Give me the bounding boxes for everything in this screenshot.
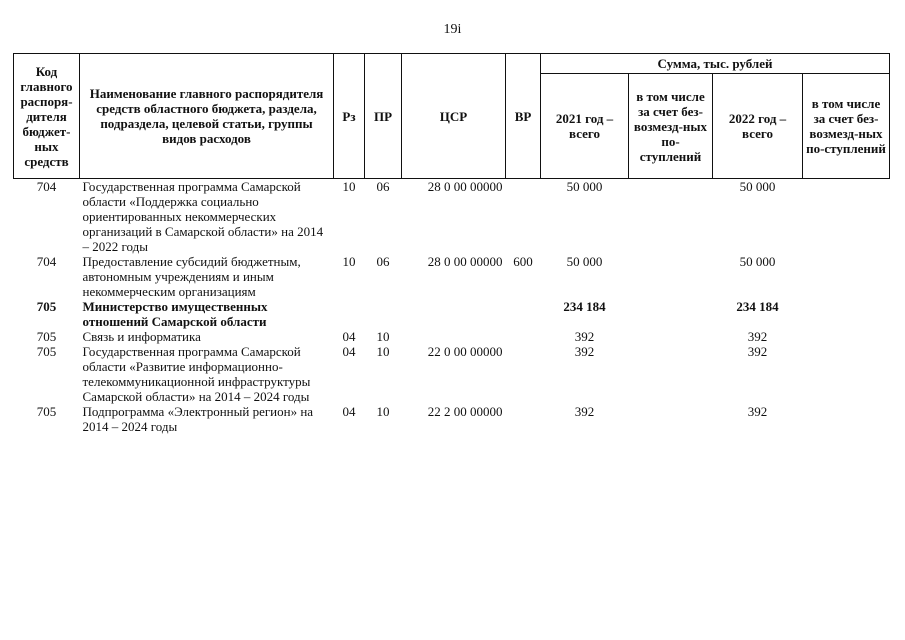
row-name: Подпрограмма «Электронный регион» на 2014 – 2024 годы (82, 404, 314, 434)
row-2022-total: 234 184 (736, 299, 779, 314)
row-code: 705 (36, 344, 57, 359)
table-row (14, 344, 890, 404)
row-2022-free (803, 404, 890, 434)
row-2022-total: 392 (747, 329, 768, 344)
row-csr (402, 329, 506, 344)
row-csr: 28 0 00 00000 (427, 179, 503, 194)
table-row (14, 404, 890, 434)
row-csr: 28 0 00 00000 (427, 254, 503, 269)
header-2021-free: в том числе за счет без-возмезд-ных по-ступлений (629, 74, 713, 179)
row-2022-total: 392 (747, 344, 768, 359)
row-rz: 04 (342, 404, 356, 419)
row-2021-total: 392 (574, 344, 595, 359)
header-2022-total: 2022 год – всего (713, 74, 803, 179)
row-code: 704 (36, 254, 57, 269)
header-sum: Сумма, тыс. рублей (541, 54, 890, 74)
row-rz (334, 299, 365, 329)
row-name: Связь и информатика (82, 329, 201, 344)
row-2021-free (629, 329, 713, 344)
row-name: Министерство имущественных отношений Самарской области (82, 299, 268, 329)
row-2022-free (803, 344, 890, 404)
row-2022-free (803, 254, 890, 299)
row-vr (506, 299, 541, 329)
row-2021-free (629, 404, 713, 434)
header-2021-total: 2021 год – всего (541, 74, 629, 179)
row-2021-total: 50 000 (566, 254, 603, 269)
row-name: Государственная программа Самарской области «Поддержка социально ориентированных некоммерческих организаций в Самарской области» на 2014 – 2022 годы (82, 179, 324, 254)
table-body (14, 179, 890, 435)
row-2022-total: 50 000 (739, 179, 776, 194)
row-2021-free (629, 254, 713, 299)
row-pr: 06 (376, 254, 390, 269)
page-number: 19i (443, 22, 462, 37)
row-pr: 10 (376, 344, 390, 359)
row-rz: 04 (342, 329, 356, 344)
header-vr: ВР (506, 54, 541, 179)
row-2022-total: 392 (747, 404, 768, 419)
header-name: Наименование главного распорядителя средств областного бюджета, раздела, подраздела, целевой статьи, группы видов расходов (80, 54, 334, 179)
table-row (14, 254, 890, 299)
row-2022-free (803, 329, 890, 344)
row-pr: 10 (376, 329, 390, 344)
header-2022-free: в том числе за счет без-возмезд-ных по-ступлений (803, 74, 890, 179)
row-2021-free (629, 179, 713, 255)
row-2022-total: 50 000 (739, 254, 776, 269)
header-csr: ЦСР (402, 54, 506, 179)
row-vr: 600 (513, 254, 533, 269)
row-pr: 10 (376, 404, 390, 419)
table-header (14, 54, 890, 179)
row-code: 705 (36, 329, 57, 344)
row-vr (506, 179, 541, 255)
row-2021-total: 392 (574, 404, 595, 419)
row-pr (365, 299, 402, 329)
row-2022-free (803, 179, 890, 255)
row-2021-total: 50 000 (566, 179, 603, 194)
row-code: 705 (36, 299, 57, 314)
row-rz: 04 (342, 344, 356, 359)
row-2021-free (629, 344, 713, 404)
row-csr: 22 0 00 00000 (427, 344, 503, 359)
row-name: Предоставление субсидий бюджетным, автономным учреждениям и иным некоммерческим организациям (82, 254, 301, 299)
row-rz: 10 (342, 179, 356, 194)
header-pr: ПР (365, 54, 402, 179)
table-row (14, 299, 890, 329)
header-rz: Рз (334, 54, 365, 179)
row-vr (506, 344, 541, 404)
table-row (14, 179, 890, 255)
table-row (14, 329, 890, 344)
row-csr: 22 2 00 00000 (427, 404, 503, 419)
row-vr (506, 329, 541, 344)
row-code: 704 (36, 179, 57, 194)
row-name: Государственная программа Самарской области «Развитие информационно-телекоммуникационной инфраструктуры Самарской области» на 2014 – 2024 годы (82, 344, 311, 404)
row-vr (506, 404, 541, 434)
budget-table (13, 53, 890, 434)
header-code: Код главного распоря-дителя бюджет-ных средств (14, 54, 80, 179)
row-pr: 06 (376, 179, 390, 194)
row-2021-total: 234 184 (563, 299, 606, 314)
row-rz: 10 (342, 254, 356, 269)
row-2022-free (803, 299, 890, 329)
row-code: 705 (36, 404, 57, 419)
row-2021-free (629, 299, 713, 329)
row-csr (402, 299, 506, 329)
row-2021-total: 392 (574, 329, 595, 344)
